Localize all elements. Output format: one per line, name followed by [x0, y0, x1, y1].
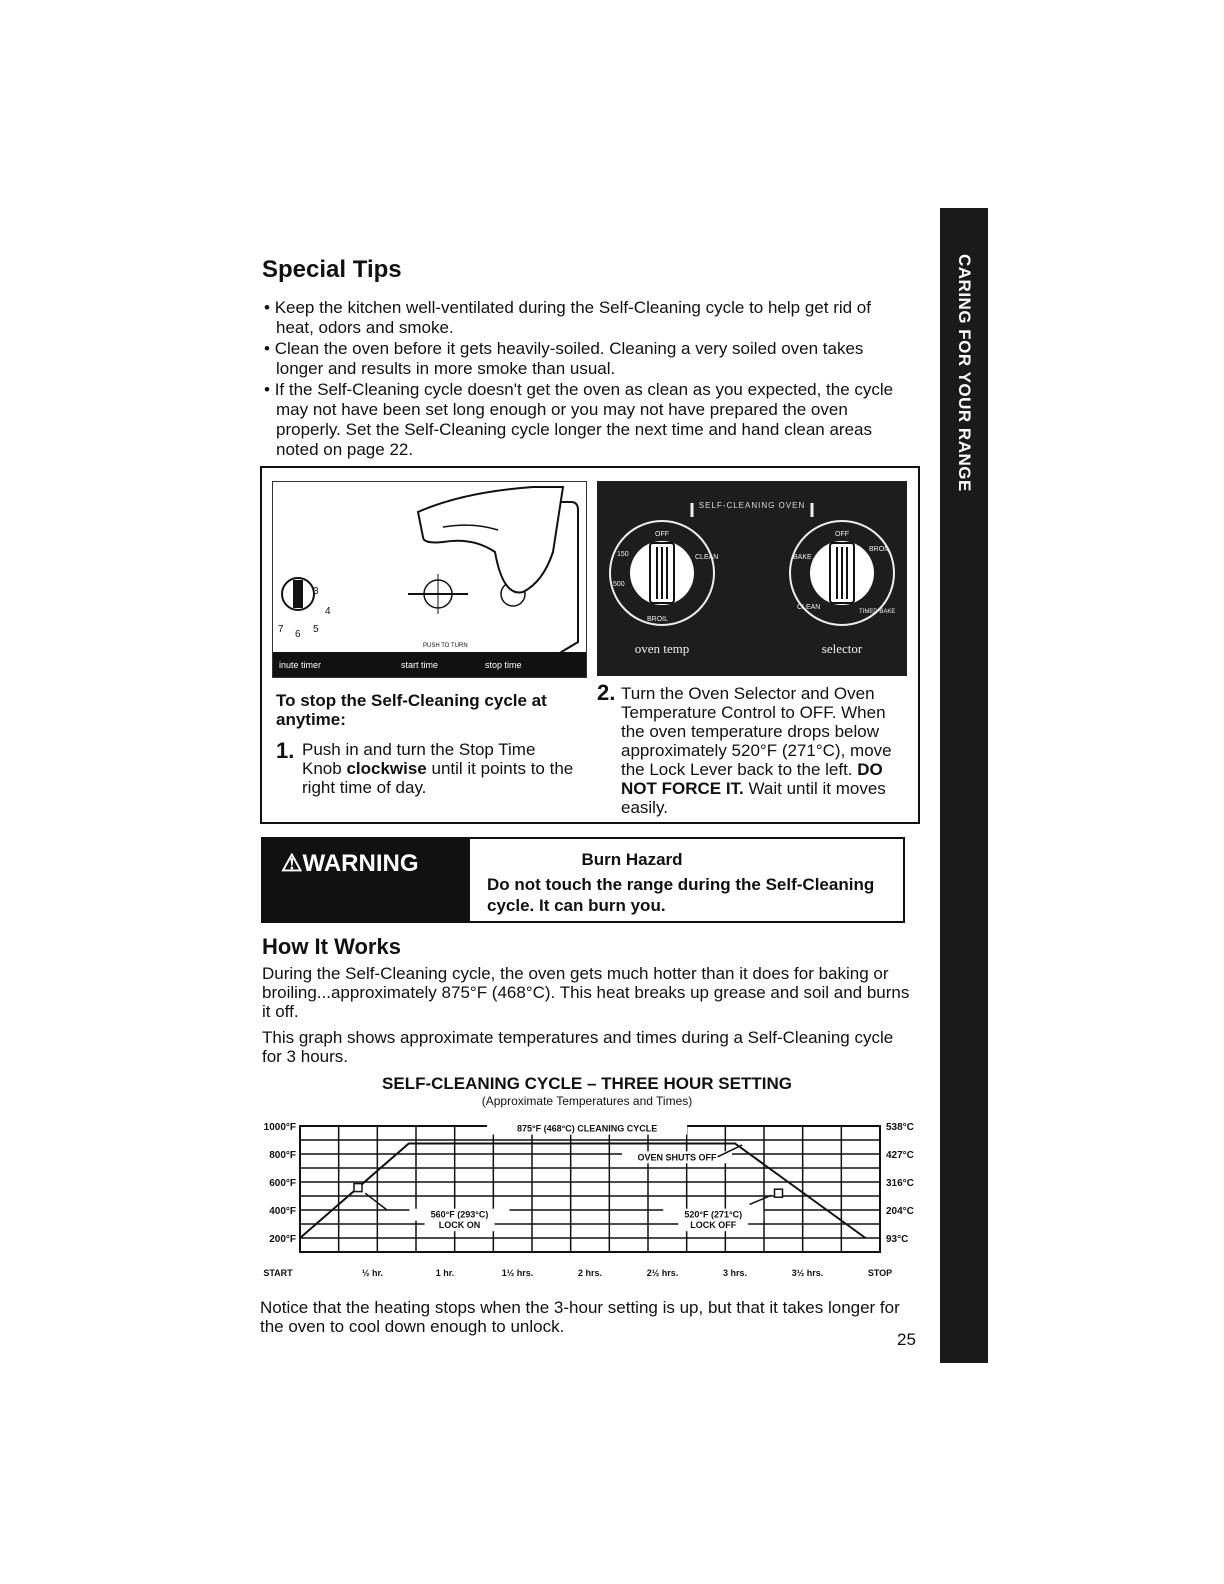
y-tick-label-f: 200°F: [269, 1234, 296, 1245]
y-tick-label-f: 1000°F: [263, 1122, 296, 1133]
x-tick-label: 1½ hrs.: [501, 1268, 534, 1278]
step-2-text-part: Turn the Oven Selector and Oven Temperature Control to OFF. When the oven temperature drops below approximately 520°F (271°C), move the Lock Lever back to the left.: [621, 684, 892, 779]
oven-temp-off-mark: OFF: [655, 531, 669, 538]
lock-off-temp-annotation: 520°F (271°C): [684, 1209, 743, 1220]
y-tick-label-f: 800°F: [269, 1150, 296, 1161]
warning-banner: [263, 839, 470, 921]
tip-item: • Clean the oven before it gets heavily-soiled. Cleaning a very soiled oven takes longer and results in more smoke than usual.: [260, 339, 900, 379]
stop-cycle-heading: To stop the Self-Cleaning cycle at anytime:: [276, 691, 547, 729]
x-tick-label: STOP: [867, 1268, 893, 1278]
svg-text:3: 3: [313, 586, 319, 597]
warning-title: [281, 849, 419, 878]
how-it-works-para2: This graph shows approximate temperatures and times during a Self-Cleaning cycle for 3 hours.: [262, 1028, 894, 1066]
selector-off-mark: OFF: [835, 531, 849, 538]
svg-text:5: 5: [313, 624, 319, 635]
step-1-text-part: until it points to the right time of day.: [302, 759, 574, 797]
lock-on-annotation: LOCK ON: [438, 1220, 481, 1231]
step-2-text-part: Wait until it moves easily.: [621, 779, 886, 817]
x-tick-label: START: [263, 1268, 293, 1278]
step-1-text-part: Push in and turn the Stop Time Knob: [302, 740, 536, 778]
step-1-bold: clockwise: [346, 759, 427, 778]
special-tips-heading: Special Tips: [262, 256, 402, 283]
y-tick-label-c: 204°C: [886, 1206, 914, 1217]
x-tick-label: 2½ hrs.: [646, 1268, 679, 1278]
chart-frame: [300, 1123, 880, 1252]
side-tab-label: CARING FOR YOUR RANGE: [955, 254, 974, 492]
hand-turning-knob-illustration: [273, 482, 586, 677]
oven-temp-label: oven temp: [634, 641, 690, 656]
step-1-number: 1.: [276, 738, 295, 763]
timer-illustration: [272, 481, 587, 678]
oven-shuts-off-annotation: OVEN SHUTS OFF: [637, 1152, 717, 1163]
chart-title: SELF-CLEANING CYCLE – THREE HOUR SETTING: [382, 1074, 792, 1093]
svg-text:4: 4: [325, 606, 331, 617]
lock-off-marker: [775, 1189, 783, 1197]
stop-time-label: stop time: [485, 660, 522, 670]
tip-item: • Keep the kitchen well-ventilated during the Self-Cleaning cycle to help get rid of heat, odors and smoke.: [260, 298, 900, 338]
oven-temp-broil-mark: BROIL: [647, 616, 669, 623]
lock-on-temp-annotation: 560°F (293°C): [430, 1209, 489, 1220]
minute-timer-label: inute timer: [279, 660, 322, 670]
oven-temp-150-mark: 150: [617, 551, 629, 558]
step-1-text: [302, 740, 576, 797]
warning-text: Do not touch the range during the Self-Cleaning cycle. It can burn you.: [487, 875, 875, 915]
burn-hazard-label: Burn Hazard: [581, 850, 683, 869]
start-time-label: start time: [401, 660, 439, 670]
how-it-works-para1: During the Self-Cleaning cycle, the oven gets much hotter than it does for baking or broiling...approximately 875°F (468°C). This heat breaks up grease and soil and burns it off.: [262, 964, 910, 1021]
warning-message: [487, 849, 887, 916]
chart-subtitle: (Approximate Temperatures and Times): [481, 1094, 693, 1108]
x-tick-label: 3 hrs.: [722, 1268, 748, 1278]
step-2-number: 2.: [597, 680, 616, 705]
lock-off-annotation: LOCK OFF: [690, 1220, 737, 1231]
oven-controls-illustration: [597, 481, 907, 676]
warning-title-text: WARNING: [302, 850, 419, 877]
y-tick-label-f: 600°F: [269, 1178, 296, 1189]
temperature-time-chart: [240, 1112, 940, 1292]
selector-bake-mark: BAKE: [793, 554, 812, 561]
y-tick-label-c: 93°C: [886, 1234, 909, 1245]
selector-broil-mark: BROIL: [869, 546, 891, 553]
y-tick-label-c: 316°C: [886, 1178, 914, 1189]
tip-item: • If the Self-Cleaning cycle doesn't get the oven as clean as you expected, the cycle may not have been set long enough or you may not have prepared the oven properly. Set the Self-Cleaning cycle longer the next time and hand clean areas noted on page 22.: [260, 380, 900, 460]
cleaning-cycle-annotation: 875°F (468°C) CLEANING CYCLE: [516, 1123, 658, 1134]
selector-clean-mark: CLEAN: [797, 604, 821, 611]
lock-on-marker: [354, 1184, 362, 1192]
x-tick-label: 2 hrs.: [577, 1268, 603, 1278]
x-tick-label: 3½ hrs.: [791, 1268, 824, 1278]
x-tick-label: ½ hr.: [361, 1268, 384, 1278]
step-1: [276, 740, 576, 797]
push-to-turn-label: PUSH TO TURN: [423, 643, 468, 649]
oven-temp-clean-mark: CLEAN: [695, 554, 719, 561]
self-cleaning-oven-label: SELF-CLEANING OVEN: [698, 501, 806, 510]
oven-temp-500-mark: 500: [613, 581, 625, 588]
x-tick-label: 1 hr.: [435, 1268, 455, 1278]
selector-label: selector: [821, 641, 863, 656]
y-tick-label-c: 427°C: [886, 1150, 914, 1161]
side-section-tab: [940, 208, 988, 1363]
how-it-works-heading: How It Works: [262, 934, 401, 959]
warning-triangle-icon: ⚠: [281, 850, 303, 877]
page-number: 25: [897, 1330, 916, 1349]
svg-text:6: 6: [295, 629, 301, 640]
selector-timed-bake-mark: TIMED BAKE: [859, 609, 896, 615]
step-2: [597, 680, 907, 817]
special-tips-list: [260, 298, 900, 461]
y-tick-label-c: 538°C: [886, 1122, 914, 1133]
y-tick-label-f: 400°F: [269, 1206, 296, 1217]
oven-knobs-illustration: [597, 481, 907, 676]
notice-text: Notice that the heating stops when the 3-hour setting is up, but that it takes longer for the oven to cool down enough to unlock.: [260, 1298, 900, 1336]
svg-text:7: 7: [278, 624, 284, 635]
step-2-bold: DO NOT FORCE IT.: [621, 760, 883, 798]
warning-box: [261, 837, 905, 923]
step-2-text: [621, 684, 907, 817]
